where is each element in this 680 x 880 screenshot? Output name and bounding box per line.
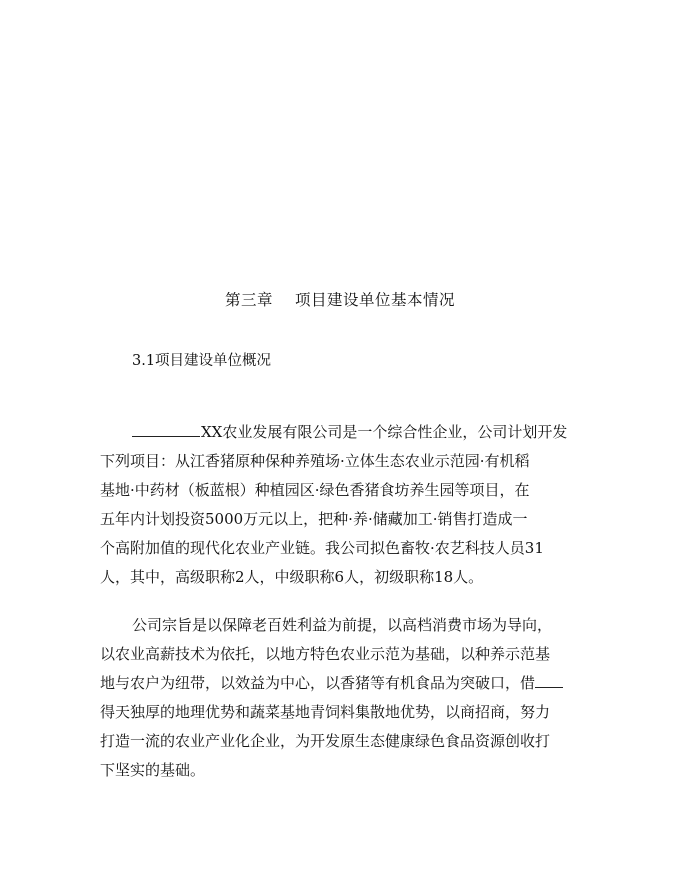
paragraph-line: 得天独厚的地理优势和蔬菜基地青饲料集散地优势，以商招商，努力 bbox=[100, 703, 551, 721]
paragraph-line: 五年内计划投资5000万元以上，把种·养·储藏加工·销售打造成一 bbox=[100, 510, 528, 528]
paragraph-line: 基地·中药材（板蓝根）种植园区·绿色香猪食坊养生园等项目，在 bbox=[100, 481, 530, 499]
line-text: XX农业发展有限公司是一个综合性企业，公司计划开发 bbox=[201, 423, 568, 441]
line-text: 地与农户为纽带，以效益为中心，以香猪等有机食品为突破口，借 bbox=[100, 674, 536, 692]
chapter-title bbox=[0, 289, 680, 311]
paragraph-line: 下列项目：从江香猪原种保种养殖场·立体生态农业示范园·有机稻 bbox=[100, 452, 530, 470]
paragraph-line: 下坚实的基础。 bbox=[100, 761, 206, 779]
paragraph-line: 个高附加值的现代化农业产业链。我公司拟色畜牧·农艺科技人员31 bbox=[100, 539, 544, 557]
paragraph-line: 以农业高薪技术为依托，以地方特色农业示范为基础，以种养示范基 bbox=[100, 645, 551, 663]
paragraph-line: 人，其中，高级职称2人，中级职称6人，初级职称18人。 bbox=[100, 568, 484, 586]
blank-underline bbox=[132, 421, 200, 437]
blank-underline bbox=[535, 672, 563, 688]
section-heading: 3.1项目建设单位概况 bbox=[132, 353, 272, 369]
paragraph-company-mission bbox=[100, 611, 590, 785]
paragraph-line: 公司宗旨是以保障老百姓利益为前提，以高档消费市场为导向， bbox=[132, 616, 553, 634]
paragraph-line bbox=[100, 669, 590, 698]
chapter-title-text: 项目建设单位基本情况 bbox=[295, 291, 456, 309]
paragraph-line bbox=[100, 418, 590, 447]
chapter-number: 第三章 bbox=[224, 291, 273, 309]
paragraph-line: 打造一流的农业产业化企业，为开发原生态健康绿色食品资源创收打 bbox=[100, 732, 551, 750]
paragraph-company-overview bbox=[100, 418, 590, 592]
